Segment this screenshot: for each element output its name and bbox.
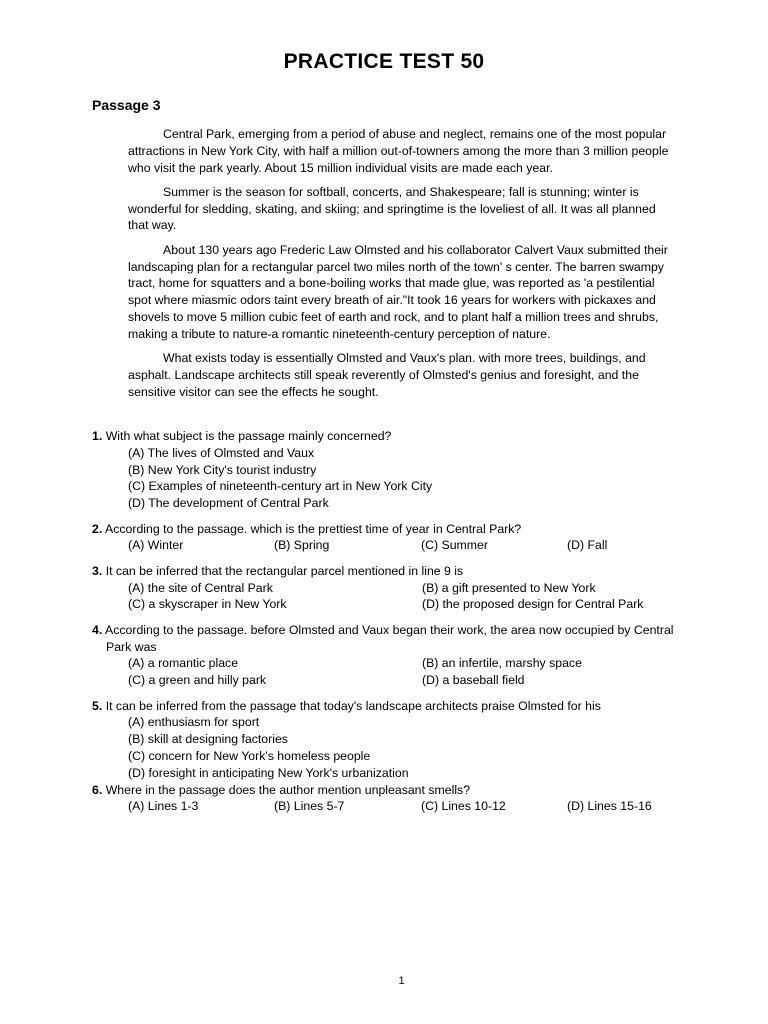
question-number: 4. [92, 622, 103, 637]
question-text: According to the passage. before Olmsted and Vaux began their work, the area now occupied by Central [105, 622, 674, 637]
passage-paragraph: About 130 years ago Frederic Law Olmsted and his collaborator Calvert Vaux submitted their landscaping plan for a rectangular parcel two miles north of the town' s center. The barren swampy tract, home for squatters and a bone-boiling works that made glue, was reported as 'a pestilential spot where miasmic odors taint every breath of air."It took 16 years for workers with pickaxes and shovels to move 5 million cubic feet of earth and rock, and to plant half a million trees and shrubs, making a tribute to nature-a romantic nineteenth-century perception of nature. [128, 242, 668, 341]
answer-option: (B) Lines 5-7 [274, 799, 345, 814]
question-stem [92, 563, 712, 580]
question-text: Where in the passage does the author mention unpleasant smells? [105, 782, 471, 797]
page-number: 1 [398, 975, 405, 987]
answer-options [92, 655, 712, 689]
passage-paragraph: Summer is the season for softball, concerts, and Shakespeare; fall is stunning; winter is wonderful for sledding, skating, and skiing; and springtime is the loveliest of all. It was all planned that way. [128, 184, 656, 233]
answer-option: (A) the site of Central Park [128, 580, 273, 595]
question-text: With what subject is the passage mainly concerned? [105, 429, 392, 443]
answer-options [92, 580, 712, 614]
question-list [92, 428, 712, 824]
answer-option: (A) The lives of Olmsted and Vaux [128, 445, 315, 460]
question-3 [92, 563, 712, 613]
answer-option: (D) Fall [567, 538, 608, 553]
question-text: It can be inferred that the rectangular parcel mentioned in line 9 is [105, 563, 464, 578]
question-number: 6. [92, 782, 103, 797]
question-stem [92, 698, 712, 715]
answer-option: (D) a baseball field [422, 673, 525, 688]
question-number: 2. [92, 521, 103, 536]
question-text: According to the passage. which is the prettiest time of year in Central Park? [105, 521, 522, 536]
answer-option: (B) a gift presented to New York [422, 580, 596, 595]
passage-paragraph: Central Park, emerging from a period of abuse and neglect, remains one of the most popular attractions in New York City, with half a million out-of-towners among the more than 3 million people who visit the park yearly. About 15 million individual visits are made each year. [128, 127, 669, 175]
answer-options [92, 714, 712, 781]
answer-option: (C) a skyscraper in New York [128, 597, 287, 612]
answer-options [92, 798, 712, 815]
answer-options [92, 537, 712, 554]
answer-option: (A) Winter [128, 538, 184, 553]
answer-option: (C) Examples of nineteenth-century art in New York City [128, 479, 433, 494]
answer-option: (D) Lines 15-16 [567, 799, 652, 814]
question-stem [92, 782, 712, 799]
passage-heading: Passage 3 [92, 97, 161, 113]
answer-option: (C) Lines 10-12 [421, 799, 506, 814]
answer-option: (C) concern for New York's homeless people [128, 748, 371, 763]
answer-option: (B) an infertile, marshy space [422, 656, 582, 671]
answer-option: (B) skill at designing factories [128, 732, 288, 747]
answer-option: (A) enthusiasm for sport [128, 715, 260, 730]
answer-option: (B) New York City's tourist industry [128, 462, 317, 477]
question-stem [92, 428, 712, 445]
question-number: 1. [92, 429, 103, 443]
question-text: It can be inferred from the passage that today's landscape architects praise Olmsted for his [105, 698, 601, 713]
question-text-continued: Park was [106, 639, 157, 654]
question-number: 5. [92, 698, 103, 713]
answer-option: (C) a green and hilly park [128, 673, 267, 688]
question-number: 3. [92, 563, 103, 578]
passage-text [128, 126, 676, 408]
question-stem [92, 622, 712, 639]
passage-paragraph: What exists today is essentially Olmsted and Vaux's plan. with more trees, buildings, and asphalt. Landscape architects still speak reverently of Olmsted's genius and foresight, and the sensitive visitor can see the effects he sought. [128, 351, 646, 399]
question-4 [92, 622, 712, 689]
page-title: PRACTICE TEST 50 [283, 50, 485, 73]
answer-option: (D) foresight in anticipating New York's urbanization [128, 765, 409, 780]
answer-option: (B) Spring [274, 538, 330, 553]
answer-option: (A) Lines 1-3 [128, 799, 199, 814]
answer-option: (C) Summer [421, 538, 488, 553]
answer-option: (D) the proposed design for Central Park [422, 597, 644, 612]
question-stem [92, 521, 712, 538]
answer-options [92, 445, 712, 512]
question-5 [92, 698, 712, 782]
question-1 [92, 428, 712, 512]
question-6 [92, 782, 712, 816]
answer-option: (D) The development of Central Park [128, 496, 329, 511]
answer-option: (A) a romantic place [128, 656, 239, 671]
question-2 [92, 521, 712, 555]
